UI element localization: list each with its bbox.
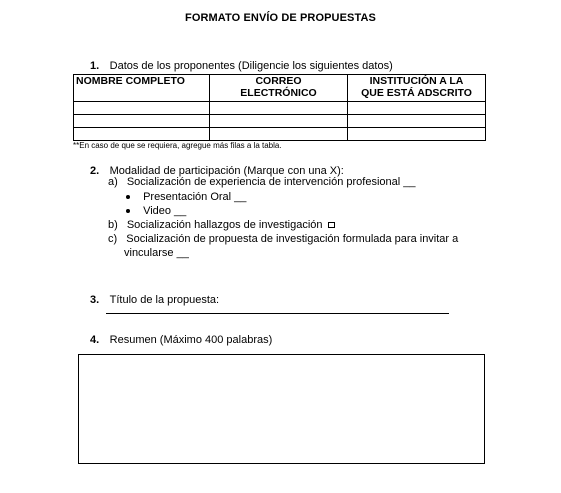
- option-a-text: Socialización de experiencia de intervención profesional __: [126, 176, 416, 188]
- header-line: QUE ESTÁ ADSCRITO: [361, 87, 472, 99]
- header-correo-electronico: [210, 75, 348, 102]
- section-2-text: Modalidad de participación (Marque con una X):: [109, 165, 344, 177]
- option-b-text: Socialización hallazgos de investigación: [126, 219, 323, 231]
- table-footnote: **En caso de que se requiera, agregue más filas a la tabla.: [73, 141, 282, 150]
- header-line: CORREO: [255, 75, 302, 87]
- section-4-text: Resumen (Máximo 400 palabras): [109, 334, 273, 346]
- section-1-text: Datos de los proponentes (Diligencie los siguientes datos): [109, 60, 393, 72]
- option-c[interactable]: [108, 233, 458, 245]
- option-b-marker: b): [108, 219, 118, 231]
- header-line: NOMBRE COMPLETO: [76, 75, 185, 87]
- bullet-icon: [126, 209, 130, 213]
- table-cell-input[interactable]: [348, 102, 486, 115]
- header-nombre-completo: [74, 75, 210, 102]
- section-3-heading: [90, 290, 219, 308]
- option-a-marker: a): [108, 176, 118, 188]
- section-3-number: 3.: [90, 294, 100, 306]
- table-cell-input[interactable]: [74, 128, 210, 141]
- table-cell-input[interactable]: [210, 128, 348, 141]
- option-a-video[interactable]: [126, 205, 186, 217]
- option-a-video-text: Video __: [143, 205, 187, 217]
- table-cell-input[interactable]: [74, 115, 210, 128]
- section-1-heading: [90, 56, 393, 74]
- section-4-heading: [90, 330, 272, 348]
- summary-textarea[interactable]: [78, 354, 485, 464]
- option-c-marker: c): [108, 233, 118, 245]
- header-line: INSTITUCIÓN A LA: [369, 75, 464, 87]
- table-row: [74, 115, 486, 128]
- option-c-continuation: vincularse __: [124, 247, 189, 259]
- title-input-line[interactable]: [106, 313, 449, 314]
- option-c-text: Socialización de propuesta de investigación formulada para invitar a: [126, 233, 459, 245]
- table-header-row: [74, 75, 486, 102]
- proponents-table: [73, 74, 486, 141]
- table-row: [74, 128, 486, 141]
- bullet-icon: [126, 195, 130, 199]
- document-title: FORMATO ENVÍO DE PROPUESTAS: [185, 12, 376, 24]
- table-row: [74, 102, 486, 115]
- section-1-number: 1.: [90, 60, 100, 72]
- table-cell-input[interactable]: [348, 128, 486, 141]
- table-cell-input[interactable]: [74, 102, 210, 115]
- option-a[interactable]: [108, 176, 415, 188]
- header-line: ELECTRÓNICO: [240, 87, 317, 99]
- checkbox-square-icon[interactable]: [328, 222, 335, 228]
- table-cell-input[interactable]: [348, 115, 486, 128]
- option-b[interactable]: [108, 219, 335, 231]
- option-a-oral[interactable]: [126, 191, 246, 203]
- table-cell-input[interactable]: [210, 115, 348, 128]
- table-cell-input[interactable]: [210, 102, 348, 115]
- section-3-text: Título de la propuesta:: [109, 294, 220, 306]
- option-a-oral-text: Presentación Oral __: [143, 191, 247, 203]
- section-2-number: 2.: [90, 165, 100, 177]
- section-4-number: 4.: [90, 334, 100, 346]
- header-institucion: [348, 75, 486, 102]
